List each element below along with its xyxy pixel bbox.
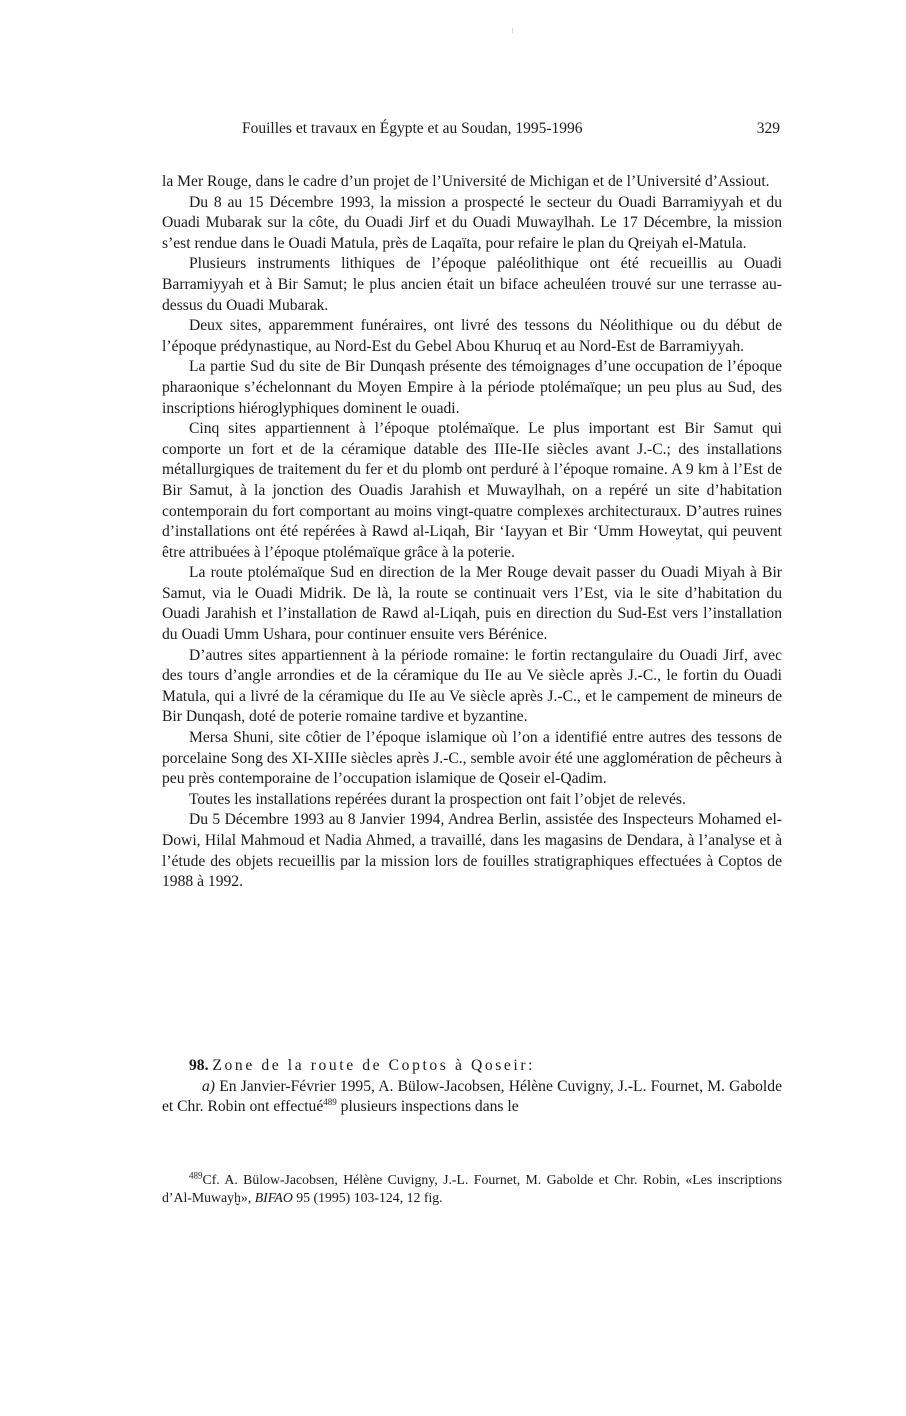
section-number: 98. (189, 1057, 209, 1074)
paragraph: Plusieurs instruments lithiques de l’époque paléolithique ont été recueillis au Ouadi Barramiyyah et à Bir Samut; le plus ancien était un biface acheuléen trouvé sur une terrasse au-dessus du Ouadi Mubarak. (162, 255, 782, 314)
paragraph: Cinq sites appartiennent à l’époque ptolémaïque. Le plus important est Bir Samut qui comporte un fort et de la céramique datable des IIIe-IIe siècles avant J.-C.; des installations métallurgiques de traitement du fer et du plomb ont perduré à l’époque romaine. A 9 km à l’Est de Bir Samut, à la jonction des Ouadis Jarahish et Muwaylhah, on a repéré un site d’habitation contemporain du fort comportant au moins vingt-quatre complexes architecturaux. D’autres ruines d’installations ont été repérées à Rawd al-Liqah, Bir ‘Iayyan et Bir ‘Umm Howeytat, qui peuvent être attribuées à l’époque ptolémaïque grâce à la poterie. (162, 420, 782, 561)
paragraph: Mersa Shuni, site côtier de l’époque islamique où l’on a identifié entre autres des tessons de porcelaine Song des XI-XIIIe siècles après J.-C., semble avoir été une agglomération de pêcheurs à peu près contemporaine de l’occupation islamique de Qoseir el-Qadim. (162, 729, 782, 788)
paragraph: D’autres sites appartiennent à la période romaine: le fortin rectangulaire du Ouadi Jirf, avec des tours d’angle arrondies et de la céramique du IIe au Ve siècle après J.-C., le fortin du Ouadi Matula, qui a livré de la céramique du IIe au Ve siècle après J.-C., et le campement de mineurs de Bir Dunqash, doté de poterie romaine tardive et byzantine. (162, 646, 782, 726)
footnote-body: Cf. A. Bülow-Jacobsen, Hélène Cuvigny, J.-L. Fournet, M. Gabolde et Chr. Robin, «Les inscriptions d’Al-Muwayḫ», (162, 1172, 782, 1205)
paragraph: Deux sites, apparemment funéraires, ont livré des tessons du Néolithique ou du début de l’époque prédynastique, au Nord-Est du Gebel Abou Khuruq et au Nord-Est de Barramiyyah. (162, 317, 782, 355)
paragraph: Du 5 Décembre 1993 au 8 Janvier 1994, Andrea Berlin, assistée des Inspecteurs Mohamed el-Dowi, Hilal Mahmoud et Nadia Ahmed, a travaillé, dans les magasins de Dendara, à l’analyse et à l’étude des objets recueillis par la mission lors de fouilles stratigraphiques effectuées à Coptos de 1988 à 1992. (162, 811, 782, 891)
section-text: En Janvier-Février 1995, A. Bülow-Jacobsen, Hélène Cuvigny, J.-L. Fournet, M. Gabolde et Chr. Robin ont effectué (162, 1077, 782, 1116)
paragraph: Toutes les installations repérées durant la prospection ont fait l’objet de relevés. (189, 790, 686, 808)
footnote-text (162, 1171, 782, 1207)
footnote (162, 1171, 782, 1207)
footnote-reference: 489 (323, 1097, 337, 1107)
paragraph: Du 8 au 15 Décembre 1993, la mission a prospecté le secteur du Ouadi Barramiyyah et du Ouadi Mubarak sur la côte, du Ouadi Jirf et du Ouadi Muwaylhah. Le 17 Décembre, la mission s’est rendue dans le Ouadi Matula, près de Laqaïta, pour refaire le plan du Qreiyah el-Matula. (162, 193, 782, 252)
sub-label: a) (202, 1077, 215, 1095)
footnote-citation: 95 (1995) 103-124, 12 fig. (292, 1190, 443, 1205)
section-98 (162, 1056, 782, 1118)
paragraph: La route ptolémaïque Sud en direction de la Mer Rouge devait passer du Ouadi Miyah à Bir Samut, via le Ouadi Midrik. De là, la route se continuait vers l’Est, via le site d’habitation du Ouadi Jarahish et l’installation de Rawd al-Liqah, puis en direction du Sud-Est vers l’installation du Ouadi Umm Ushara, pour continuer ensuite vers Bérénice. (162, 564, 782, 644)
footnote-number: 489 (189, 1170, 203, 1181)
page-number: 329 (756, 120, 780, 137)
page-header (160, 120, 780, 142)
paragraph: La partie Sud du site de Bir Dunqash présente des témoignages d’une occupation de l’époque pharaonique s’échelonnant du Moyen Empire à la période ptolémaïque; un peu plus au Sud, des inscriptions hiéroglyphiques dominent le ouadi. (162, 358, 782, 417)
journal-title: BIFAO (254, 1190, 293, 1205)
section-paragraph (162, 1077, 782, 1118)
section-text-continued: plusieurs inspections dans le (336, 1098, 519, 1116)
section-heading (189, 1056, 782, 1077)
paragraph: la Mer Rouge, dans le cadre d’un projet de l’Université de Michigan et de l’Université d’Assiout. (162, 173, 770, 190)
running-title: Fouilles et travaux en Égypte et au Soudan, 1995-1996 (242, 120, 583, 137)
body-text (162, 172, 782, 893)
section-title: Zone de la route de Coptos à Qoseir: (212, 1057, 536, 1074)
scan-mark (512, 28, 513, 33)
